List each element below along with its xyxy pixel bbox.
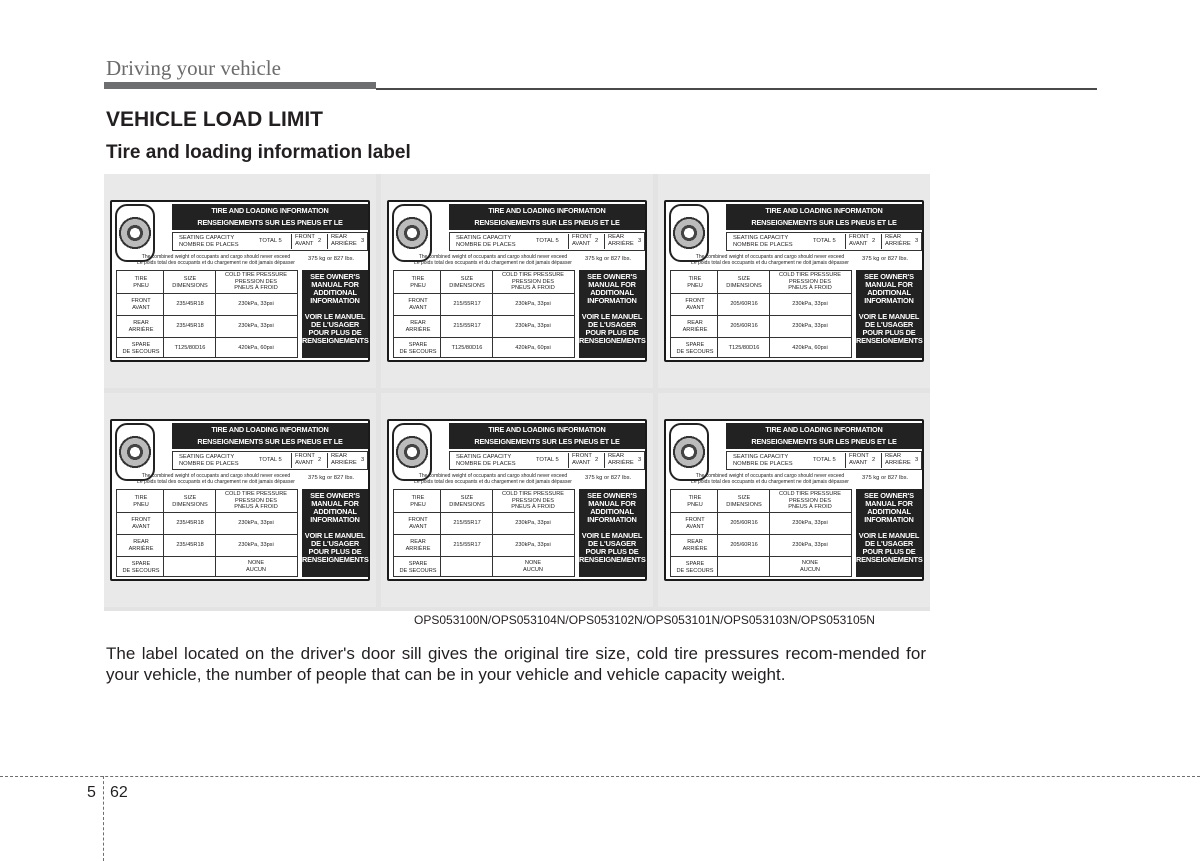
weight-note-en: The combined weight of occupants and cargo should never exceed (695, 254, 845, 260)
tire-loading-label (664, 200, 924, 362)
weight-note (670, 473, 870, 485)
see-manual-box: SEE OWNER'S MANUAL FOR ADDITIONAL INFORMATION VOIR LE MANUEL DE L'USAGER POUR PLUS DE RENSEIGNEMENTS (579, 489, 645, 577)
label-header-en: TIRE AND LOADING INFORMATION (765, 425, 883, 434)
seating-capacity-box (726, 451, 922, 470)
weight-note-en: The combined weight of occupants and cargo should never exceed (418, 254, 568, 260)
label-table-row (394, 315, 574, 338)
rear-seats-value: 3 (361, 457, 365, 463)
tire-label-panel (658, 174, 930, 388)
row-tire-pressure: NONE AUCUN (800, 560, 820, 573)
row-position: SPARE DE SECOURS (399, 342, 437, 355)
rear-seats-label-fr: ARRIÈRE (608, 241, 634, 247)
row-tire-pressure: NONE AUCUN (246, 560, 266, 573)
col-size-header: SIZE DIMENSIONS (172, 495, 208, 508)
front-seats-value: 2 (595, 457, 599, 463)
row-tire-size: 235/45R18 (176, 542, 204, 548)
row-position: REAR ARRIÈRE (682, 539, 708, 552)
weight-note (393, 254, 593, 266)
front-seats-label-fr: AVANT (572, 460, 591, 466)
row-position: SPARE DE SECOURS (676, 561, 714, 574)
row-tire-pressure: 230kPa, 33psi (792, 301, 828, 307)
col-tire-header: TIRE PNEU (687, 495, 703, 508)
seating-total: TOTAL 5 (259, 238, 282, 244)
row-tire-pressure: 230kPa, 33psi (515, 542, 551, 548)
row-position: FRONT AVANT (131, 517, 151, 530)
front-seats-label-fr: AVANT (849, 460, 868, 466)
label-table-row (117, 315, 297, 338)
seating-label-en: SEATING CAPACITY (456, 454, 512, 460)
label-header-en: TIRE AND LOADING INFORMATION (488, 425, 606, 434)
front-seats-label-fr: AVANT (295, 241, 314, 247)
rear-seats-value: 3 (638, 457, 642, 463)
row-tire-size: T125/80D16 (451, 345, 483, 351)
weight-note-fr: Le poids total des occupants et du chargement ne doit jamais dépasser (691, 479, 849, 485)
page-title: VEHICLE LOAD LIMIT (106, 108, 323, 131)
weight-note-en: The combined weight of occupants and cargo should never exceed (695, 473, 845, 479)
tire-loading-label (387, 419, 647, 581)
col-pressure-header: COLD TIRE PRESSURE PRESSION DES PNEUS À FROID (224, 491, 288, 510)
label-header-fr: RENSEIGNEMENTS SUR LES PNEUS ET LE CHARGEMENT (751, 218, 897, 239)
see-manual-box: SEE OWNER'S MANUAL FOR ADDITIONAL INFORMATION VOIR LE MANUEL DE L'USAGER POUR PLUS DE RENSEIGNEMENTS (302, 489, 368, 577)
tire-label-panel (658, 393, 930, 607)
weight-note (116, 473, 316, 485)
label-table-row (394, 556, 574, 579)
front-seats-label-fr: AVANT (849, 241, 868, 247)
tire-label-panel (104, 393, 376, 607)
weight-note-fr: Le poids total des occupants et du chargement ne doit jamais dépasser (691, 260, 849, 266)
rear-seats-label: REAR (608, 453, 625, 459)
weight-limit: 375 kg or 827 lbs. (585, 256, 632, 262)
row-position: REAR ARRIÈRE (128, 539, 154, 552)
tire-table (670, 270, 852, 358)
seating-total: TOTAL 5 (813, 238, 836, 244)
row-tire-pressure: 230kPa, 33psi (792, 323, 828, 329)
label-table-row (671, 337, 851, 360)
seating-capacity-box (172, 451, 368, 470)
row-position: SPARE DE SECOURS (676, 342, 714, 355)
col-pressure-header: COLD TIRE PRESSURE PRESSION DES PNEUS À FROID (501, 272, 565, 291)
seating-total: TOTAL 5 (536, 457, 559, 463)
front-seats-value: 2 (318, 238, 322, 244)
rear-seats-label-fr: ARRIÈRE (885, 241, 911, 247)
row-tire-pressure: NONE AUCUN (523, 560, 543, 573)
seating-label-en: SEATING CAPACITY (733, 454, 789, 460)
label-header-fr: RENSEIGNEMENTS SUR LES PNEUS ET LE CHARGEMENT (197, 437, 343, 458)
row-tire-pressure: 420kPa, 60psi (238, 345, 274, 351)
label-table-row (394, 534, 574, 557)
label-header-fr: RENSEIGNEMENTS SUR LES PNEUS ET LE CHARGEMENT (474, 437, 620, 458)
tire-loading-label (110, 200, 370, 362)
col-size-header: SIZE DIMENSIONS (726, 495, 762, 508)
row-tire-pressure: 230kPa, 33psi (792, 520, 828, 526)
row-position: FRONT AVANT (685, 298, 705, 311)
seating-total: TOTAL 5 (536, 238, 559, 244)
label-table-row (394, 293, 574, 316)
see-manual-box: SEE OWNER'S MANUAL FOR ADDITIONAL INFORMATION VOIR LE MANUEL DE L'USAGER POUR PLUS DE RENSEIGNEMENTS (856, 270, 922, 358)
row-tire-size: T125/80D16 (728, 345, 760, 351)
row-tire-size: 235/45R18 (176, 520, 204, 526)
front-seats-value: 2 (872, 457, 876, 463)
row-tire-size: 205/60R16 (730, 301, 758, 307)
seating-label-fr: NOMBRE DE PLACES (733, 242, 793, 248)
col-tire-header: TIRE PNEU (410, 276, 426, 289)
col-size-header: SIZE DIMENSIONS (449, 495, 485, 508)
label-header-en: TIRE AND LOADING INFORMATION (211, 425, 329, 434)
row-tire-pressure: 230kPa, 33psi (238, 542, 274, 548)
row-tire-pressure: 230kPa, 33psi (515, 301, 551, 307)
seating-label-fr: NOMBRE DE PLACES (733, 461, 793, 467)
label-header-fr: RENSEIGNEMENTS SUR LES PNEUS ET LE CHARGEMENT (751, 437, 897, 458)
row-tire-pressure: 230kPa, 33psi (238, 520, 274, 526)
col-pressure-header: COLD TIRE PRESSURE PRESSION DES PNEUS À FROID (778, 491, 842, 510)
front-seats-label: FRONT (849, 453, 869, 459)
seating-label-en: SEATING CAPACITY (179, 454, 235, 460)
rear-seats-label-fr: ARRIÈRE (608, 460, 634, 466)
weight-note-fr: Le poids total des occupants et du chargement ne doit jamais dépasser (137, 260, 295, 266)
rear-seats-value: 3 (915, 238, 919, 244)
weight-note-fr: Le poids total des occupants et du chargement ne doit jamais dépasser (137, 479, 295, 485)
row-position: FRONT AVANT (131, 298, 151, 311)
row-position: SPARE DE SECOURS (122, 342, 160, 355)
rear-seats-label: REAR (331, 453, 348, 459)
front-seats-label: FRONT (295, 234, 315, 240)
label-table-row (117, 512, 297, 535)
page-number: 62 (110, 784, 128, 801)
front-seats-value: 2 (872, 238, 876, 244)
row-position: SPARE DE SECOURS (122, 561, 160, 574)
header-rule-thin (376, 88, 1097, 90)
col-tire-header: TIRE PNEU (133, 276, 149, 289)
see-manual-box: SEE OWNER'S MANUAL FOR ADDITIONAL INFORMATION VOIR LE MANUEL DE L'USAGER POUR PLUS DE RENSEIGNEMENTS (302, 270, 368, 358)
label-header-en: TIRE AND LOADING INFORMATION (488, 206, 606, 215)
seating-capacity-box (726, 232, 922, 251)
rear-seats-label-fr: ARRIÈRE (331, 241, 357, 247)
label-table-row (117, 556, 297, 579)
seating-capacity-box (172, 232, 368, 251)
tire-table (393, 489, 575, 577)
label-table-row (394, 512, 574, 535)
figure-caption: OPS053100N/OPS053104N/OPS053102N/OPS053101N/OPS053103N/OPS053105N (414, 613, 875, 627)
seating-label-en: SEATING CAPACITY (456, 235, 512, 241)
header-rule-thick (104, 82, 376, 89)
label-table-row (671, 534, 851, 557)
row-tire-pressure: 230kPa, 33psi (515, 520, 551, 526)
row-position: FRONT AVANT (408, 517, 428, 530)
weight-limit: 375 kg or 827 lbs. (862, 256, 909, 262)
seating-total: TOTAL 5 (259, 457, 282, 463)
label-table-row (671, 512, 851, 535)
chapter-number: 5 (87, 784, 96, 801)
front-seats-label: FRONT (295, 453, 315, 459)
row-tire-pressure: 420kPa, 60psi (792, 345, 828, 351)
seating-total: TOTAL 5 (813, 457, 836, 463)
label-header-fr: RENSEIGNEMENTS SUR LES PNEUS ET LE CHARGEMENT (197, 218, 343, 239)
row-position: REAR ARRIÈRE (682, 320, 708, 333)
front-seats-label: FRONT (849, 234, 869, 240)
row-tire-size: 205/60R16 (730, 323, 758, 329)
label-table-row (117, 293, 297, 316)
tire-loading-label (664, 419, 924, 581)
weight-note (393, 473, 593, 485)
label-table-row (671, 315, 851, 338)
label-header-en: TIRE AND LOADING INFORMATION (211, 206, 329, 215)
label-table-row (671, 556, 851, 579)
row-tire-size: 215/55R17 (453, 520, 481, 526)
label-table-row (671, 293, 851, 316)
see-manual-box: SEE OWNER'S MANUAL FOR ADDITIONAL INFORMATION VOIR LE MANUEL DE L'USAGER POUR PLUS DE RENSEIGNEMENTS (579, 270, 645, 358)
row-tire-pressure: 230kPa, 33psi (238, 323, 274, 329)
weight-note-en: The combined weight of occupants and cargo should never exceed (141, 254, 291, 260)
front-seats-value: 2 (318, 457, 322, 463)
col-tire-header: TIRE PNEU (133, 495, 149, 508)
section-title: Driving your vehicle (106, 56, 281, 80)
rear-seats-label: REAR (885, 234, 902, 240)
row-tire-pressure: 230kPa, 33psi (792, 542, 828, 548)
seating-label-en: SEATING CAPACITY (179, 235, 235, 241)
row-position: REAR ARRIÈRE (405, 320, 431, 333)
tire-table (670, 489, 852, 577)
weight-limit: 375 kg or 827 lbs. (308, 475, 355, 481)
row-tire-size: 235/45R18 (176, 323, 204, 329)
weight-note-en: The combined weight of occupants and cargo should never exceed (418, 473, 568, 479)
seating-label-fr: NOMBRE DE PLACES (179, 461, 239, 467)
col-size-header: SIZE DIMENSIONS (172, 276, 208, 289)
col-size-header: SIZE DIMENSIONS (449, 276, 485, 289)
body-paragraph: The label located on the driver's door sill gives the original tire size, cold tire pressures recom-mended for your vehicle, the number of people that can be in your vehicle and vehicle capacity weight. (106, 644, 926, 684)
col-pressure-header: COLD TIRE PRESSURE PRESSION DES PNEUS À FROID (778, 272, 842, 291)
row-tire-size: T125/80D16 (174, 345, 206, 351)
tire-label-panel (104, 174, 376, 388)
page-subtitle: Tire and loading information label (106, 142, 411, 163)
weight-note-fr: Le poids total des occupants et du chargement ne doit jamais dépasser (414, 479, 572, 485)
tire-label-panel (381, 393, 653, 607)
rear-seats-label-fr: ARRIÈRE (331, 460, 357, 466)
label-header-fr: RENSEIGNEMENTS SUR LES PNEUS ET LE CHARGEMENT (474, 218, 620, 239)
tire-label-panel (381, 174, 653, 388)
col-pressure-header: COLD TIRE PRESSURE PRESSION DES PNEUS À FROID (224, 272, 288, 291)
label-table-row (394, 337, 574, 360)
seating-capacity-box (449, 232, 645, 251)
label-table-row (117, 337, 297, 360)
label-table-row (117, 534, 297, 557)
col-size-header: SIZE DIMENSIONS (726, 276, 762, 289)
footer-divider (0, 776, 1200, 777)
row-tire-size: 235/45R18 (176, 301, 204, 307)
weight-limit: 375 kg or 827 lbs. (308, 256, 355, 262)
row-position: REAR ARRIÈRE (128, 320, 154, 333)
col-pressure-header: COLD TIRE PRESSURE PRESSION DES PNEUS À FROID (501, 491, 565, 510)
seating-capacity-box (449, 451, 645, 470)
row-tire-size: 215/55R17 (453, 323, 481, 329)
seating-label-fr: NOMBRE DE PLACES (456, 461, 516, 467)
weight-limit: 375 kg or 827 lbs. (862, 475, 909, 481)
row-tire-pressure: 230kPa, 33psi (238, 301, 274, 307)
seating-label-fr: NOMBRE DE PLACES (456, 242, 516, 248)
front-seats-value: 2 (595, 238, 599, 244)
rear-seats-value: 3 (915, 457, 919, 463)
rear-seats-value: 3 (361, 238, 365, 244)
tire-table (116, 489, 298, 577)
see-manual-box: SEE OWNER'S MANUAL FOR ADDITIONAL INFORMATION VOIR LE MANUEL DE L'USAGER POUR PLUS DE RENSEIGNEMENTS (856, 489, 922, 577)
tire-loading-label (387, 200, 647, 362)
row-tire-size: 215/55R17 (453, 542, 481, 548)
front-seats-label-fr: AVANT (295, 460, 314, 466)
weight-note-en: The combined weight of occupants and cargo should never exceed (141, 473, 291, 479)
front-seats-label-fr: AVANT (572, 241, 591, 247)
weight-note (670, 254, 870, 266)
weight-note-fr: Le poids total des occupants et du chargement ne doit jamais dépasser (414, 260, 572, 266)
row-position: SPARE DE SECOURS (399, 561, 437, 574)
seating-label-fr: NOMBRE DE PLACES (179, 242, 239, 248)
seating-label-en: SEATING CAPACITY (733, 235, 789, 241)
label-header-en: TIRE AND LOADING INFORMATION (765, 206, 883, 215)
weight-limit: 375 kg or 827 lbs. (585, 475, 632, 481)
tire-table (393, 270, 575, 358)
row-tire-pressure: 230kPa, 33psi (515, 323, 551, 329)
row-position: FRONT AVANT (408, 298, 428, 311)
col-tire-header: TIRE PNEU (687, 276, 703, 289)
weight-note (116, 254, 316, 266)
front-seats-label: FRONT (572, 234, 592, 240)
row-tire-size: 215/55R17 (453, 301, 481, 307)
row-position: REAR ARRIÈRE (405, 539, 431, 552)
row-tire-pressure: 420kPa, 60psi (515, 345, 551, 351)
rear-seats-value: 3 (638, 238, 642, 244)
rear-seats-label-fr: ARRIÈRE (885, 460, 911, 466)
row-tire-size: 205/60R16 (730, 520, 758, 526)
rear-seats-label: REAR (885, 453, 902, 459)
rear-seats-label: REAR (331, 234, 348, 240)
front-seats-label: FRONT (572, 453, 592, 459)
row-tire-size: 205/60R16 (730, 542, 758, 548)
tire-table (116, 270, 298, 358)
footer-divider-vertical (103, 776, 104, 861)
row-position: FRONT AVANT (685, 517, 705, 530)
tire-loading-label (110, 419, 370, 581)
col-tire-header: TIRE PNEU (410, 495, 426, 508)
label-figure (104, 174, 930, 611)
rear-seats-label: REAR (608, 234, 625, 240)
